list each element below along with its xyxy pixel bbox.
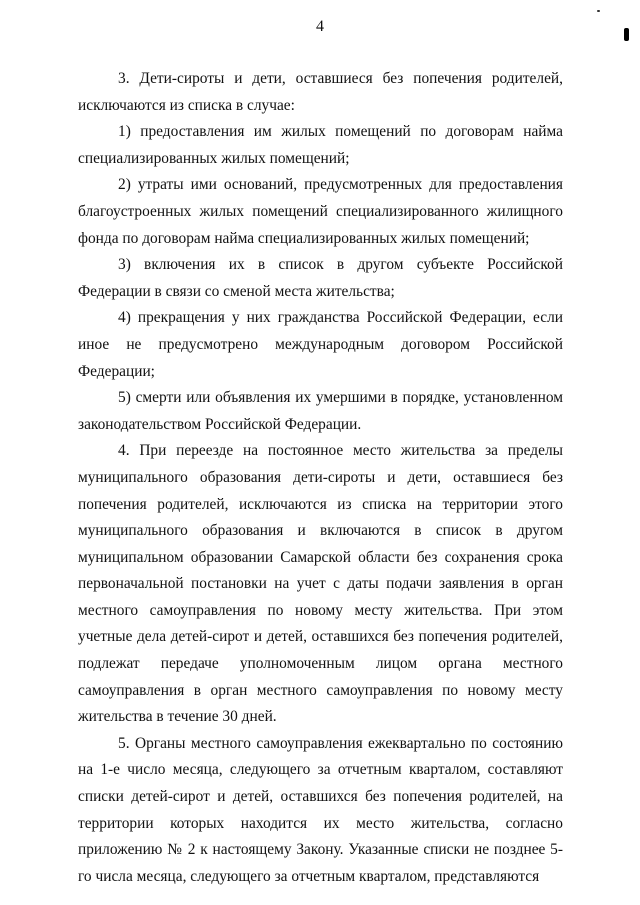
paragraph-3-item-3: 3) включения их в список в другом субъекте Российской Федерации в связи со сменой места жительства; [78,256,563,300]
paragraph-3-item-2: 2) утраты ими оснований, предусмотренных для предоставления благоустроенных жилых помещений специализированного жилищного фонда по договорам найма специализированных жилых помещений; [78,176,563,247]
paragraph-4: 4. При переезде на постоянное место жительства за пределы муниципального образования дети-сироты и дети, оставшиеся без попечения родителей, исключаются из списка на территории этого муниципального образования и включаются в список в другом муниципальном образовании Самарской области без сохранения срока первоначальной постановки на учет с даты подачи заявления в орган местного самоуправления по новому месту жительства. При этом учетные дела детей-сирот и детей, оставшихся без попечения родителей, подлежат передаче уполномоченным лицом органа местного самоуправления в орган местного самоуправления по новому месту жительства в течение 30 дней. [78,442,563,726]
document-body [78,66,563,890]
page-number: 4 [316,18,324,35]
paragraph-5: 5. Органы местного самоуправления ежеквартально по состоянию на 1-е число месяца, следующего за отчетным кварталом, составляют списки детей-сирот и детей, оставшихся без попечения родителей, на территории которых находится их место жительства, согласно приложению № 2 к настоящему Закону. Указанные списки не позднее 5-го числа месяца, следующего за отчетным кварталом, представляются [78,734,563,885]
paragraph-3-item-5: 5) смерти или объявления их умершими в порядке, установленном законодательством Российской Федерации. [78,389,563,433]
paragraph-3-item-1: 1) предоставления им жилых помещений по договорам найма специализированных жилых помещений; [78,123,563,167]
scan-mark-dot [597,10,600,12]
scan-mark-blot [624,28,629,41]
paragraph-3-item-4: 4) прекращения у них гражданства Российской Федерации, если иное не предусмотрено международным договором Российской Федерации; [78,309,563,380]
paragraph-3: 3. Дети-сироты и дети, оставшиеся без попечения родителей, исключаются из списка в случае: [78,70,563,114]
